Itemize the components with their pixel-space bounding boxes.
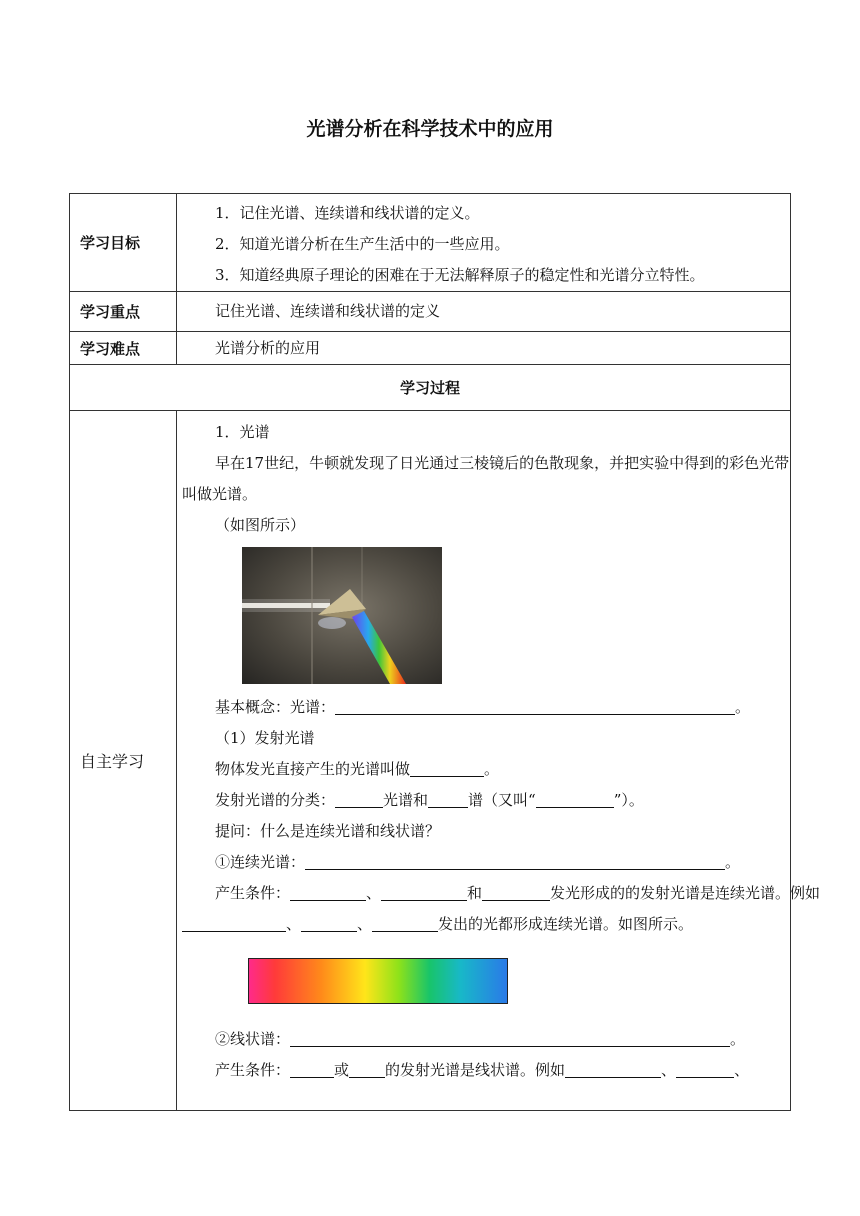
self-study-cell xyxy=(177,411,821,1111)
cc-sep3: 、 xyxy=(357,915,373,933)
difficulty-label: 学习难点 xyxy=(70,332,177,365)
lc-prefix: 产生条件： xyxy=(215,1061,291,1079)
difficulty-cell xyxy=(177,332,791,365)
blank-cc-3[interactable] xyxy=(482,884,550,901)
blank-continuous-definition[interactable] xyxy=(305,853,725,870)
emission-def-prefix: 物体发光直接产生的光谱叫做 xyxy=(215,760,411,778)
cc-sep1: 、 xyxy=(366,884,382,902)
blank-lc-3[interactable] xyxy=(565,1061,661,1078)
line-prefix: ②线状谱： xyxy=(215,1030,291,1048)
cc-prefix: 产生条件： xyxy=(215,884,291,902)
question-line: 提问：什么是连续光谱和线状谱？ xyxy=(215,822,441,840)
page-title: 光谱分析在科学技术中的应用 xyxy=(306,118,554,140)
emission-heading: （1）发射光谱 xyxy=(215,729,315,747)
line-condition-line xyxy=(182,1055,784,1086)
blank-emission-spectrum[interactable] xyxy=(410,760,484,777)
continuous-prefix: ①连续光谱： xyxy=(215,853,306,871)
process-header: 学习过程 xyxy=(70,365,791,411)
lc-text: 的发射光谱是线状谱。例如 xyxy=(385,1061,566,1079)
study-table xyxy=(69,193,821,1111)
lc-sep: 、 xyxy=(661,1061,677,1079)
emission-types-suffix: ”）。 xyxy=(613,791,644,809)
blank-lc-4[interactable] xyxy=(676,1061,734,1078)
emission-definition-line xyxy=(182,754,784,785)
continuous-condition-line1 xyxy=(182,878,821,909)
continuous-suffix: 。 xyxy=(725,853,741,871)
intro-paragraph: 早在17世纪，牛顿就发现了日光通过三棱镜后的色散现象，并把实验中得到的彩色光带叫做光谱。 xyxy=(182,454,790,503)
lc-tail: 、 xyxy=(734,1061,750,1079)
key-point-text: 记住光谱、连续谱和线状谱的定义 xyxy=(215,302,441,320)
lc-mid: 或 xyxy=(334,1061,350,1079)
emission-types-prefix: 发射光谱的分类： xyxy=(215,791,336,809)
self-study-label: 自主学习 xyxy=(70,411,177,1111)
basic-concept-suffix: 。 xyxy=(735,698,751,716)
blank-spectrum-definition[interactable] xyxy=(335,698,735,715)
objective-item: 1．记住光谱、连续谱和线状谱的定义。 xyxy=(215,204,480,222)
continuous-condition-line2 xyxy=(182,909,784,940)
difficulty-text: 光谱分析的应用 xyxy=(215,338,321,357)
spectrum-heading: 1．光谱 xyxy=(215,423,270,441)
emission-types-mid2: 谱（又叫“ xyxy=(468,791,536,809)
emission-types-line xyxy=(182,785,784,816)
blank-cc-5[interactable] xyxy=(301,915,357,932)
cc-sep2: 、 xyxy=(286,915,302,933)
blank-type-alias[interactable] xyxy=(536,791,614,808)
key-point-label: 学习重点 xyxy=(70,292,177,332)
blank-cc-1[interactable] xyxy=(290,884,366,901)
cc-text1: 发光形成的的发射光谱是连续光谱。例如 xyxy=(550,884,821,902)
blank-cc-4[interactable] xyxy=(182,915,286,932)
prism-photo xyxy=(242,547,442,684)
blank-lc-1[interactable] xyxy=(290,1061,334,1078)
line-suffix: 。 xyxy=(730,1030,746,1048)
objectives-label: 学习目标 xyxy=(70,194,177,292)
blank-cc-6[interactable] xyxy=(372,915,438,932)
emission-types-mid1: 光谱和 xyxy=(383,791,429,809)
objective-item: 3．知道经典原子理论的困难在于无法解释原子的稳定性和光谱分立特性。 xyxy=(215,266,705,284)
blank-cc-2[interactable] xyxy=(381,884,467,901)
continuous-line xyxy=(182,847,784,878)
objectives-cell xyxy=(177,194,791,292)
continuous-spectrum-image xyxy=(248,958,508,1004)
blank-lc-2[interactable] xyxy=(349,1061,385,1078)
cc-text2: 发出的光都形成连续光谱。如图所示。 xyxy=(438,915,694,933)
line-spectrum-line xyxy=(182,1024,784,1055)
cc-mid: 和 xyxy=(467,884,483,902)
basic-concept-line xyxy=(182,692,784,723)
basic-concept-prefix: 基本概念：光谱： xyxy=(215,698,336,716)
key-point-cell xyxy=(177,292,791,332)
blank-type-2[interactable] xyxy=(428,791,468,808)
objective-item: 2．知道光谱分析在生产生活中的一些应用。 xyxy=(215,235,510,253)
figure-note: （如图所示） xyxy=(215,516,306,534)
emission-def-suffix: 。 xyxy=(484,760,500,778)
blank-type-1[interactable] xyxy=(335,791,383,808)
blank-line-definition[interactable] xyxy=(290,1030,730,1047)
